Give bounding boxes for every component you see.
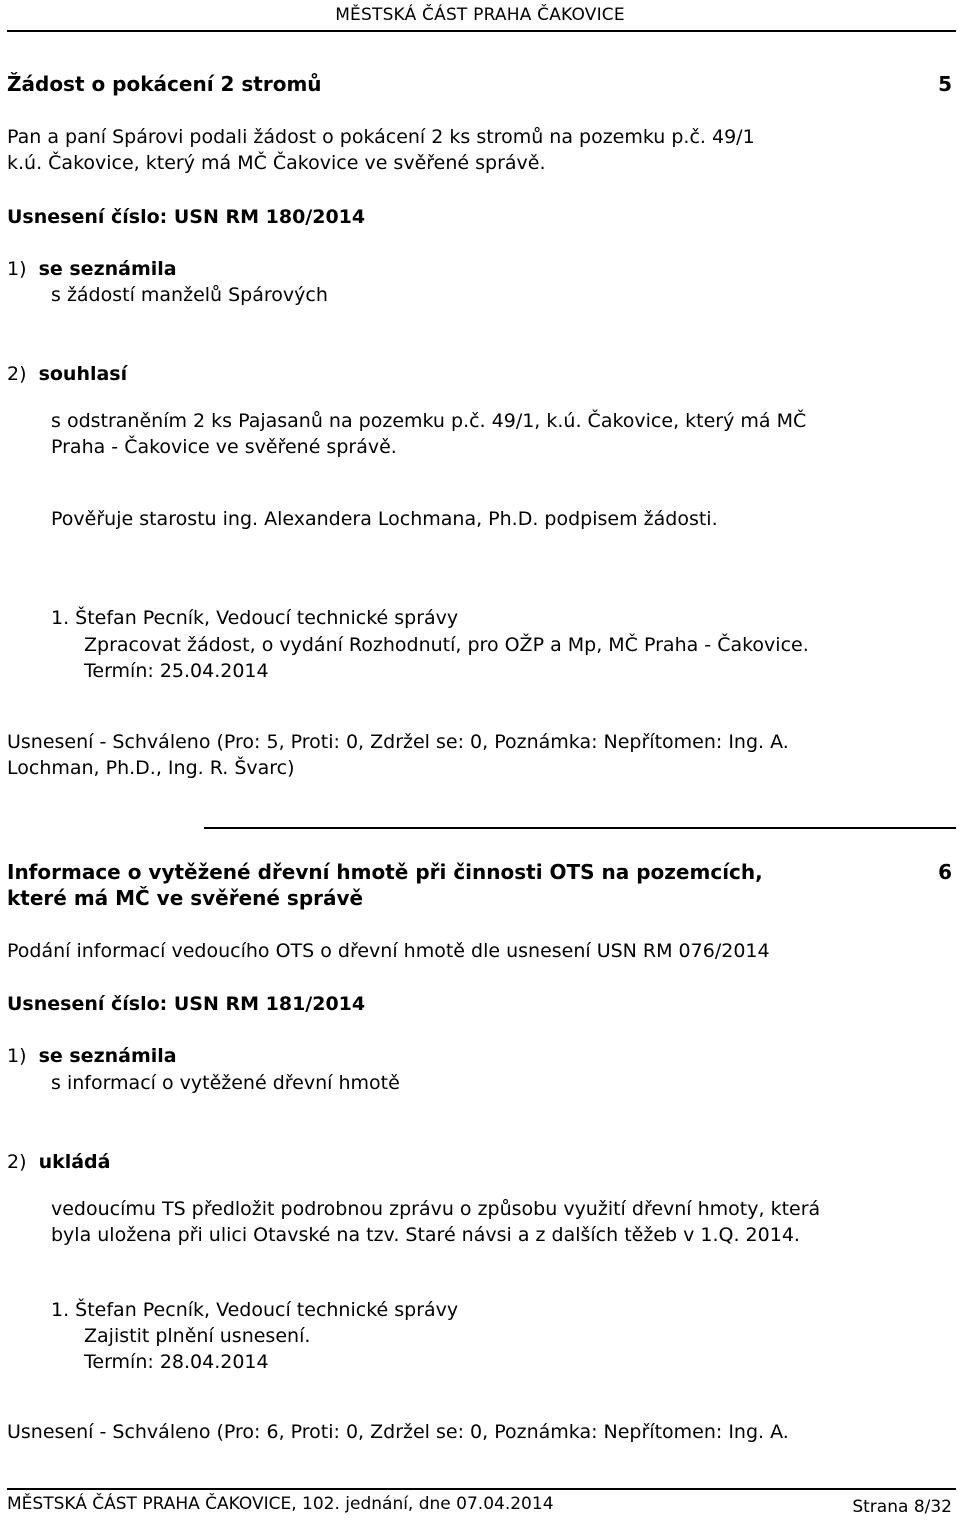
item5-intro-line1: Pan a paní Spárovi podali žádost o pokácení 2 ks stromů na pozemku p.č. 49/1	[7, 126, 755, 148]
section-separator	[204, 827, 956, 829]
item6-point1-text: s informací o vytěžené dřevní hmotě	[51, 1072, 400, 1094]
item5-task-deadline: Termín: 25.04.2014	[84, 660, 269, 682]
footer-page-prefix: Strana	[852, 1497, 909, 1517]
item5-point2-verb: souhlasí	[38, 363, 128, 385]
item5-point2-text-line1: s odstraněním 2 ks Pajasanů na pozemku p.č. 49/1, k.ú. Čakovice, který má MČ	[51, 410, 807, 432]
item6-point2-verb: ukládá	[38, 1151, 111, 1173]
header-divider	[7, 30, 956, 32]
item6-point2-number: 2)	[7, 1151, 27, 1173]
item6-point2-text-line2: byla uložena při ulici Otavské na tzv. Staré návsi a z dalších těžeb v 1.Q. 2014.	[51, 1224, 800, 1246]
item5-intro-line2: k.ú. Čakovice, který má MČ Čakovice ve svěřené správě.	[7, 152, 546, 174]
item6-number: 6	[938, 860, 952, 884]
item5-point1-text: s žádostí manželů Spárových	[51, 284, 328, 306]
item5-point2-number: 2)	[7, 363, 27, 385]
item5-point1-heading	[7, 256, 953, 282]
item6-point2-heading	[7, 1149, 953, 1175]
item5-point2-text-line2: Praha - Čakovice ve svěřené správě.	[51, 436, 397, 458]
footer-divider	[7, 1488, 956, 1490]
footer-page-value: 8/32	[913, 1497, 952, 1517]
item6-vote-line1: Usnesení - Schváleno (Pro: 6, Proti: 0, Zdržel se: 0, Poznámka: Nepřítomen: Ing. A.	[7, 1421, 789, 1443]
item6-point1-number: 1)	[7, 1045, 27, 1067]
item5-vote-line2: Lochman, Ph.D., Ing. R. Švarc)	[7, 757, 295, 779]
item5-number: 5	[938, 72, 952, 96]
item6-resolution: Usnesení číslo: USN RM 181/2014	[7, 993, 366, 1015]
item5-point2-heading	[7, 361, 953, 387]
item5-vote-line1: Usnesení - Schváleno (Pro: 5, Proti: 0, Zdržel se: 0, Poznámka: Nepřítomen: Ing. A.	[7, 731, 789, 753]
item5-task-text: Zpracovat žádost, o vydání Rozhodnutí, pro OŽP a Mp, MČ Praha - Čakovice.	[84, 634, 809, 656]
item6-intro: Podání informací vedoucího OTS o dřevní hmotě dle usnesení USN RM 076/2014	[7, 940, 770, 962]
item6-task-person: 1. Štefan Pecník, Vedoucí technické správy	[51, 1299, 459, 1321]
item5-point1-verb: se seznámila	[38, 258, 177, 280]
item6-title-line1: Informace o vytěžené dřevní hmotě při činnosti OTS na pozemcích,	[7, 860, 763, 884]
item6-point1-verb: se seznámila	[38, 1045, 177, 1067]
footer-meeting-info: MĚSTSKÁ ČÁST PRAHA ČAKOVICE, 102. jednání, dne 07.04.2014	[7, 1494, 554, 1514]
footer-page-number	[852, 1494, 952, 1520]
item5-point1-number: 1)	[7, 258, 27, 280]
item6-title-line2: které má MČ ve svěřené správě	[7, 886, 364, 910]
item5-task-person: 1. Štefan Pecník, Vedoucí technické správy	[51, 607, 459, 629]
item6-task-deadline: Termín: 28.04.2014	[84, 1351, 269, 1373]
item6-point2-text-line1: vedoucímu TS předložit podrobnou zprávu o způsobu využití dřevní hmoty, která	[51, 1198, 821, 1220]
item6-task-text: Zajistit plnění usnesení.	[84, 1325, 311, 1347]
item5-title: Žádost o pokácení 2 stromů	[7, 72, 322, 96]
item5-resolution: Usnesení číslo: USN RM 180/2014	[7, 206, 366, 228]
item6-point1-heading	[7, 1043, 953, 1069]
item5-point2-extra: Pověřuje starostu ing. Alexandera Lochmana, Ph.D. podpisem žádosti.	[51, 508, 718, 530]
page-header: MĚSTSKÁ ČÁST PRAHA ČAKOVICE	[335, 5, 625, 25]
